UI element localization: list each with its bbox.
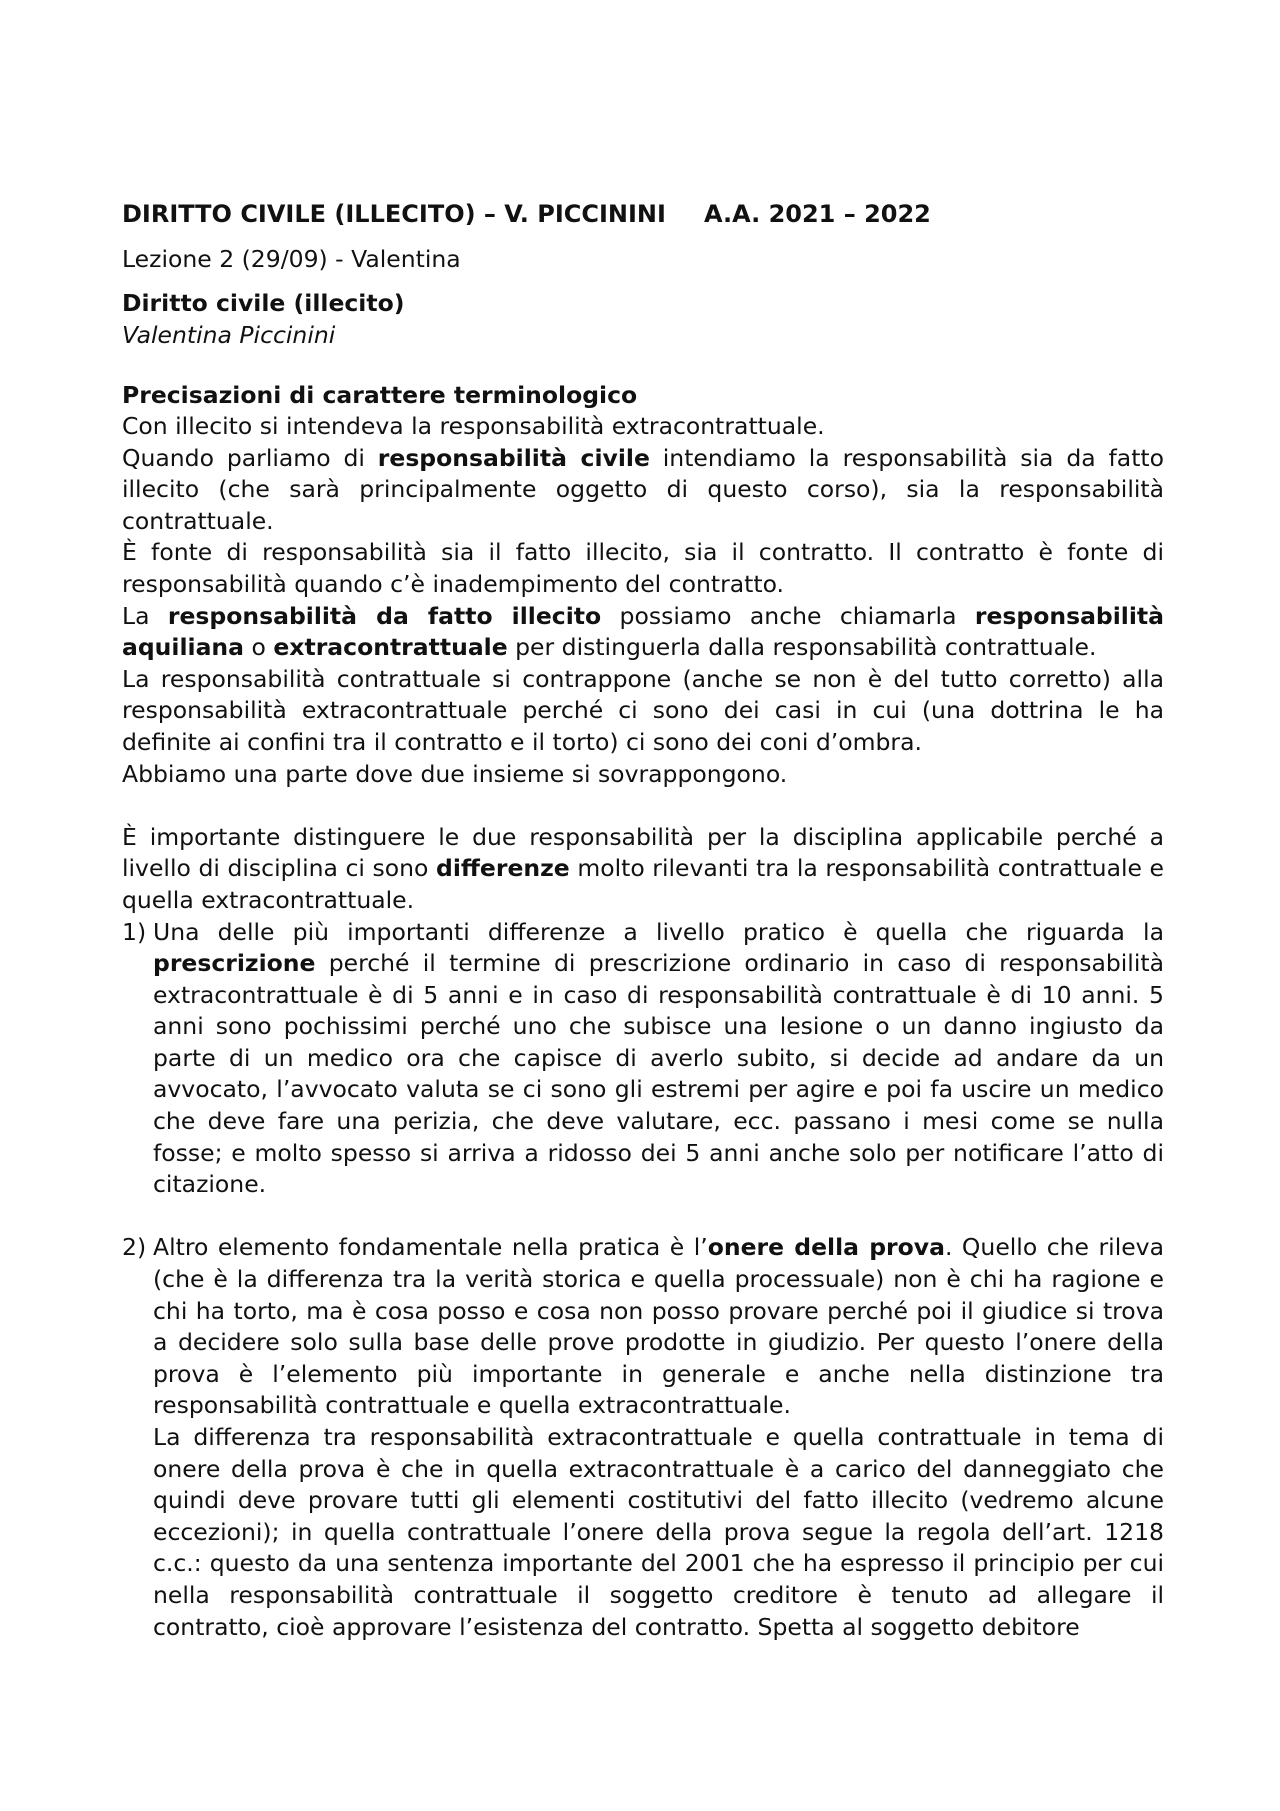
section-heading: Precisazioni di carattere terminologico — [122, 381, 638, 409]
term-aquiliana: responsabilità aquiliana — [122, 601, 1165, 662]
list-number: 1) — [122, 917, 147, 946]
term-fatto-illecito: responsabilità da fatto illecito — [167, 601, 602, 630]
term-differenze: differenze — [436, 854, 570, 883]
paragraph-5: La responsabilità contrattuale si contrappone (anche se non è del tutto corretto) alla responsabilità extracontrattuale perché ci sono dei casi in cui (una dottrina le ha definite ai confini tra il contratto e il torto) ci sono dei coni d’ombra. — [122, 664, 1164, 756]
paragraph-1: Con illecito si intendeva la responsabilità extracontrattuale. — [122, 412, 825, 440]
paragraph-2: Quando parliamo di responsabilità civile intendiamo la responsabilità sia da fatto illecito (che sarà principalmente oggetto di questo corso), sia la responsabilità contrattuale. — [122, 443, 1165, 535]
list-item-continuation: La differenza tra responsabilità extracontrattuale e quella contrattuale in tema di onere della prova è che in quella extracontrattuale è a carico del danneggiato che quindi deve provare tutti gli elementi costitutivi del fatto illecito (vedremo alcune eccezioni); in quella contrattuale l’onere della prova segue la regola dell’art. 1218 c.c.: questo da una sentenza importante del 2001 che ha espresso il principio per cui nella responsabilità contrattuale il soggetto creditore è tenuto ad allegare il contratto, cioè approvare l’esistenza del contratto. Spetta al soggetto debitore — [153, 1423, 1164, 1641]
paragraph-6: Abbiamo una parte dove due insieme si sovrappongono. — [122, 759, 788, 788]
term-extracontrattuale: extracontrattuale — [273, 633, 508, 662]
course-title: DIRITTO CIVILE (ILLECITO) – V. PICCININI — [122, 200, 666, 228]
lesson-info: Lezione 2 (29/09) - Valentina — [122, 245, 461, 273]
list-item-onere-prova: 2) Altro elemento fondamentale nella pratica è l’onere della prova. Quello che rileva (che è la differenza tra la verità storica e quella processuale) non è chi ha ragione e chi ha torto, ma è cosa posso e cosa non posso provare perché poi il giudice si trova a decidere solo sulla base delle prove prodotte in giudizio. Per questo l’onere della prova è l’elemento più importante in generale e anche nella distinzione tra responsabilità contrattuale e quella extracontrattuale. — [122, 1233, 1164, 1420]
section-body — [122, 411, 1164, 1643]
paragraph-4: La responsabilità da fatto illecito possiamo anche chiamarla responsabilità aquiliana o extracontrattuale per distinguerla dalla responsabilità contrattuale. — [122, 601, 1165, 662]
academic-year: A.A. 2021 – 2022 — [703, 200, 931, 228]
list-number: 2) — [122, 1233, 147, 1262]
paragraph-3: È fonte di responsabilità sia il fatto illecito, sia il contratto. Il contratto è fonte di responsabilità quando c’è inadempimento del contratto. — [122, 538, 1164, 598]
subject-title: Diritto civile (illecito) — [122, 289, 405, 317]
list-item-prescrizione: 1) Una delle più importanti differenze a livello pratico è quella che riguarda la prescrizione perché il termine di prescrizione ordinario in caso di responsabilità extracontrattuale è di 5 anni e in caso di responsabilità contrattuale è di 10 anni. 5 anni sono pochissimi perché uno che subisce una lesione o un danno ingiusto da parte di un medico ora che capisce di averlo subito, si decide ad andare da un avvocato, l’avvocato valuta se ci sono gli estremi per agire e poi fa uscire un medico che deve fare una perizia, che deve valutare, ecc. passano i mesi come se nulla fosse; e molto spesso si arriva a ridosso dei 5 anni anche solo per notificare l’atto di citazione. — [122, 917, 1164, 1199]
document-title — [122, 196, 1164, 232]
term-responsabilita-civile: responsabilità civile — [377, 443, 650, 472]
paragraph-7: È importante distinguere le due responsabilità per la disciplina applicabile perché a livello di disciplina ci sono differenze molto rilevanti tra la responsabilità contrattuale e quella extracontrattuale. — [122, 822, 1164, 914]
numbered-list — [122, 917, 1164, 1201]
author-name: Valentina Piccinini — [122, 321, 336, 349]
term-onere-della-prova: onere della prova — [707, 1233, 945, 1262]
term-prescrizione: prescrizione — [153, 949, 316, 978]
numbered-list-2 — [122, 1232, 1164, 1422]
